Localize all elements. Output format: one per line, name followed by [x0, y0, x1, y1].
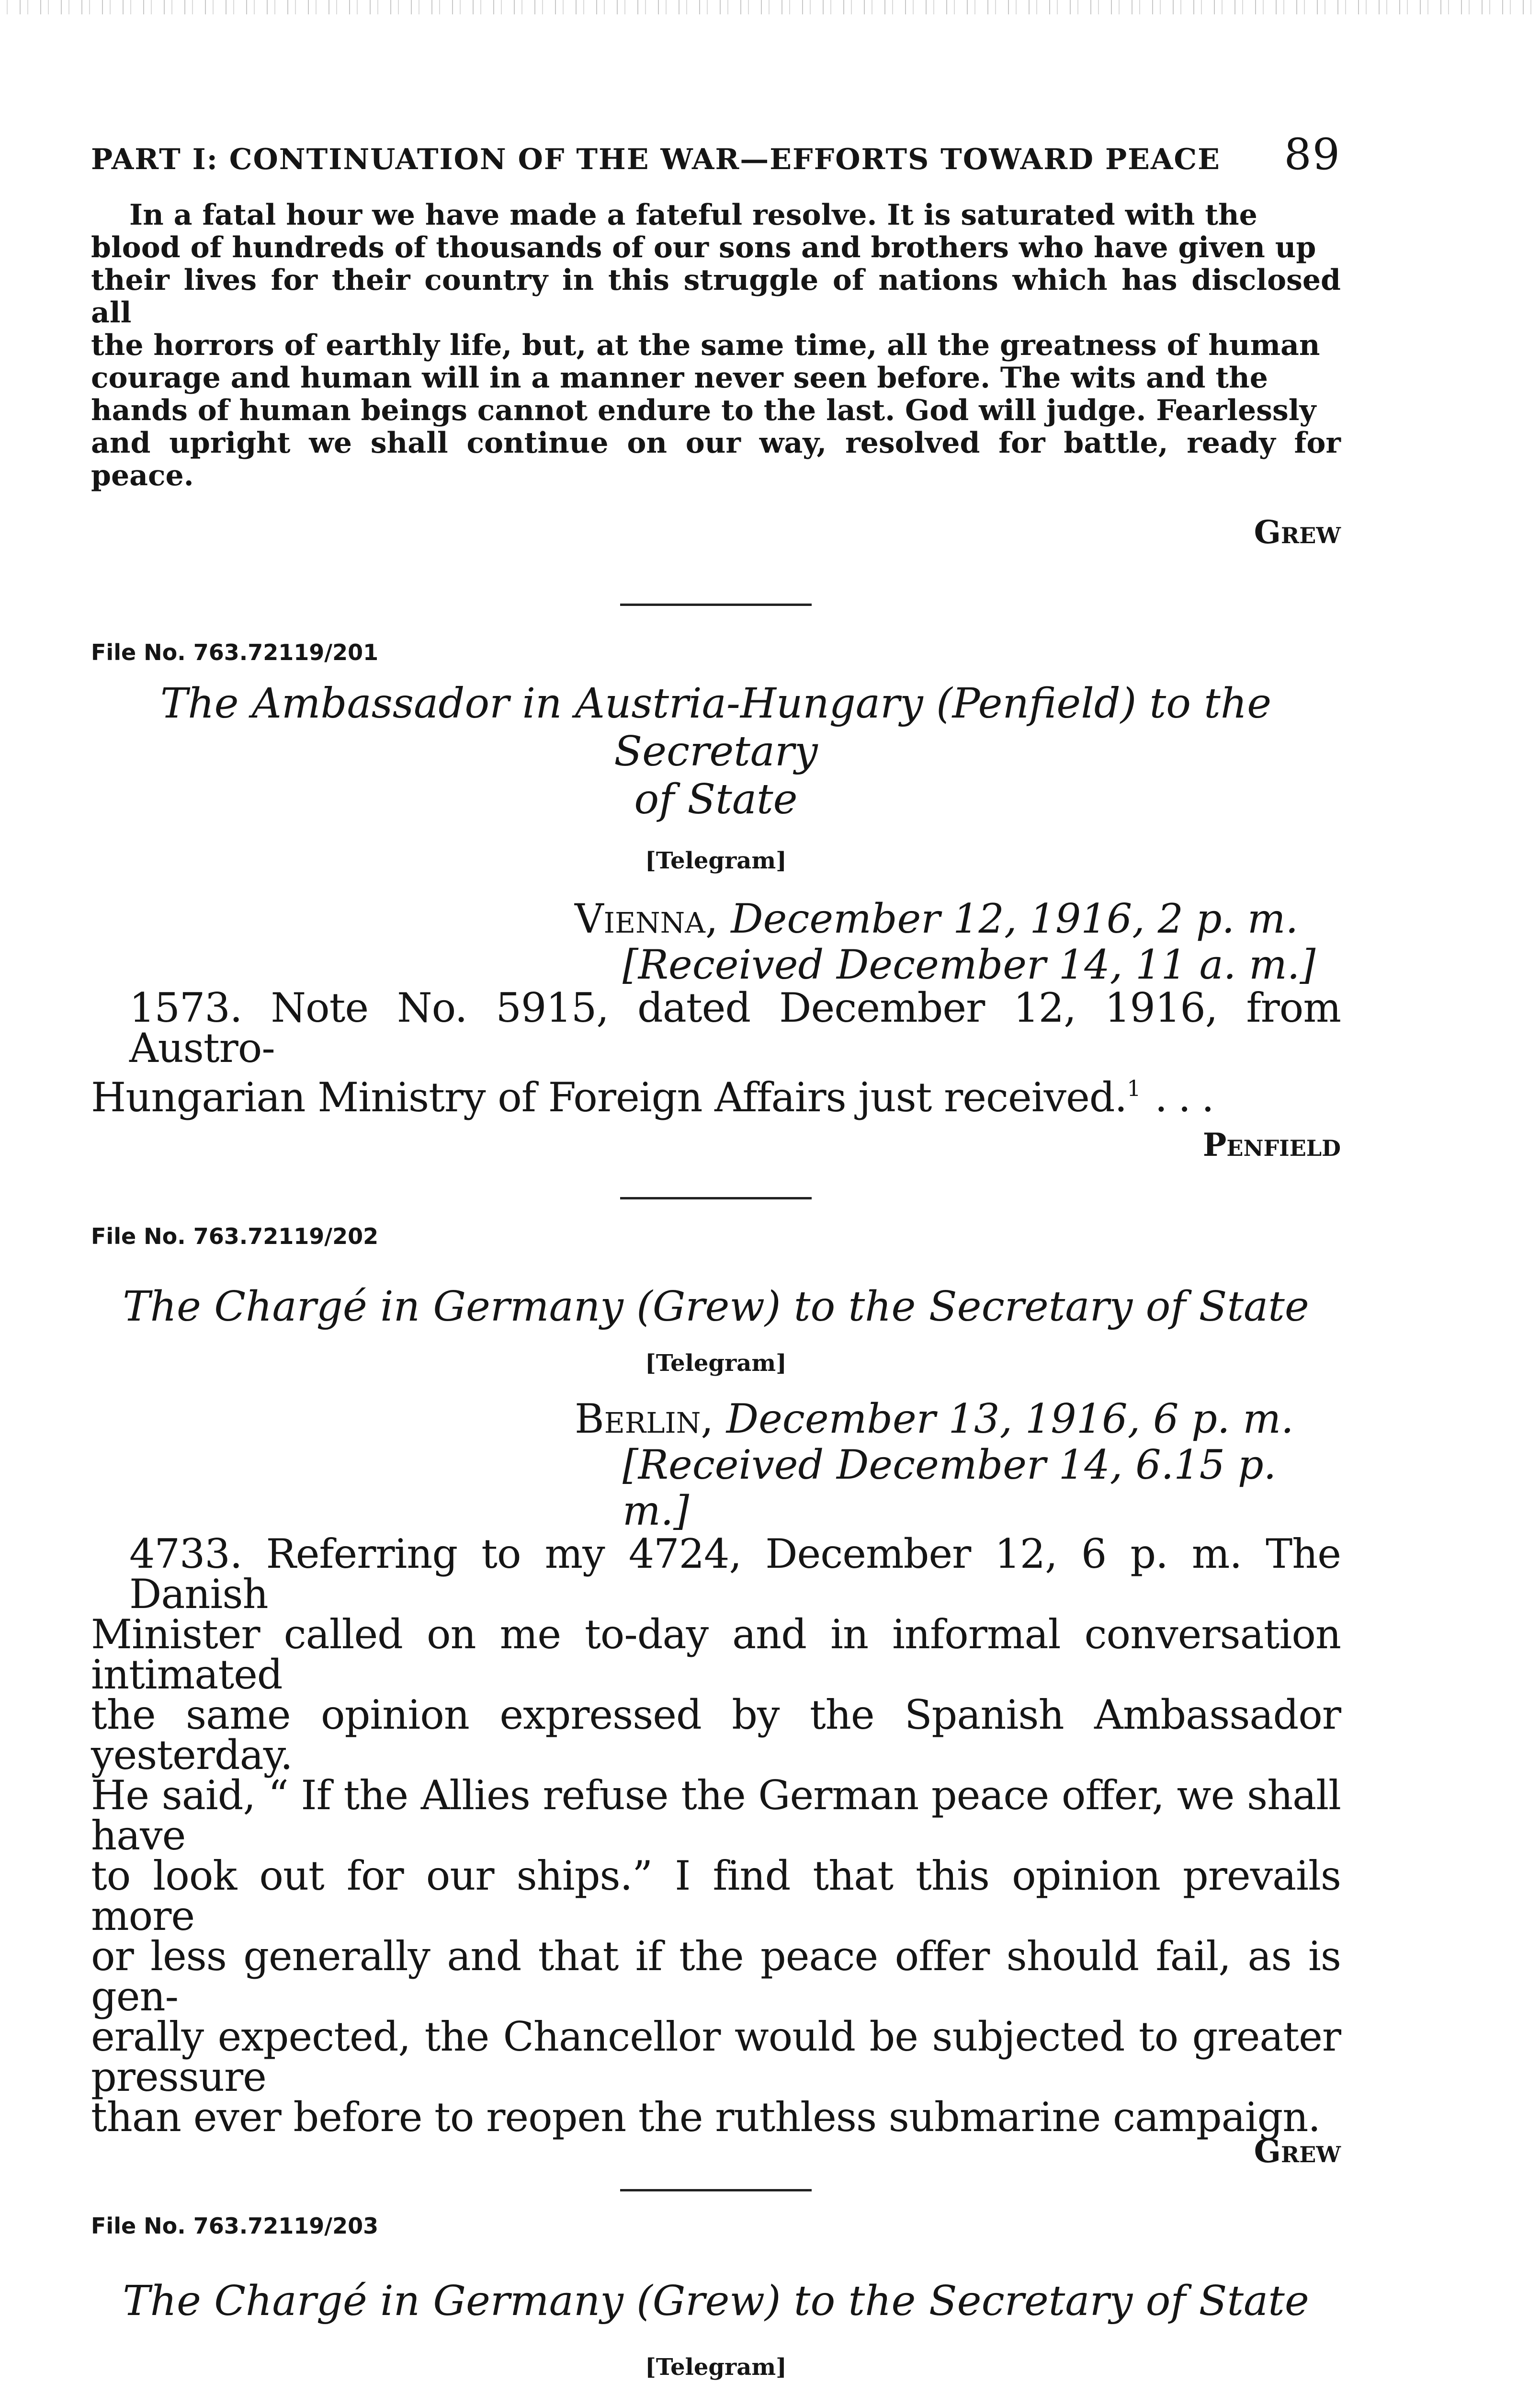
- text-line: than ever before to reopen the ruthless submarine campaign.: [91, 2094, 1321, 2141]
- page-number: 89: [1284, 129, 1341, 180]
- text-line: and upright we shall continue on our way, resolved for battle, ready for peace.: [91, 426, 1341, 492]
- text-line-content: Hungarian Ministry of Foreign Affairs just received.: [91, 1074, 1127, 1121]
- dateline-date: December 13, 1916, 6 p. m.: [713, 1395, 1294, 1442]
- received-line: [Received December 14, 6.15 p. m.]: [623, 1441, 1277, 1534]
- text-line: He said, “ If the Allies refuse the German peace offer, we shall have: [91, 1772, 1341, 1859]
- signature: Penfield: [1202, 1126, 1341, 1163]
- text-line: courage and human will in a manner never seen before. The wits and the: [91, 361, 1268, 395]
- text-line: or less generally and that if the peace offer should fail, as is gen-: [91, 1933, 1341, 2020]
- received-line: [Received December 14, 11 a. m.]: [623, 941, 1316, 988]
- text-line: the same opinion expressed by the Spanish Ambassador yesterday.: [91, 1691, 1341, 1779]
- file-number: File No. 763.72119/203: [91, 2213, 379, 2239]
- title-line: The Ambassador in Austria-Hungary (Penfield) to the Secretary: [160, 680, 1272, 776]
- text-line: blood of hundreds of thousands of our sons and brothers who have given up: [91, 231, 1316, 264]
- dateline-place: Vienna,: [575, 895, 718, 942]
- document-title: The Chargé in Germany (Grew) to the Secretary of State: [123, 2277, 1309, 2325]
- telegram-label: [Telegram]: [645, 847, 787, 874]
- file-number: File No. 763.72119/202: [91, 1223, 379, 1249]
- page: [91, 129, 1341, 2395]
- running-head: [91, 129, 1341, 180]
- telegram-label: [Telegram]: [645, 1350, 787, 1377]
- text-line: erally expected, the Chancellor would be subjected to greater pressure: [91, 2013, 1341, 2100]
- footnote-reference: 1: [1127, 1075, 1141, 1101]
- text-line: In a fatal hour we have made a fateful resolve. It is saturated with the: [129, 198, 1257, 232]
- running-head-title: PART I: CONTINUATION OF THE WAR—EFFORTS TOWARD PEACE: [91, 143, 1221, 176]
- continuation-text: [91, 199, 1341, 492]
- section-divider: [620, 1197, 812, 1199]
- ellipsis: ...: [1155, 1074, 1225, 1121]
- dateline-place: Berlin,: [575, 1395, 714, 1442]
- document-title: [91, 680, 1341, 823]
- title-line: of State: [634, 776, 798, 823]
- section-divider: [620, 2189, 812, 2191]
- dateline: [91, 1396, 1341, 1442]
- file-number: File No. 763.72119/201: [91, 639, 379, 665]
- text-line: to look out for our ships.” I find that this opinion prevails more: [91, 1852, 1341, 1939]
- document-title: The Chargé in Germany (Grew) to the Secretary of State: [123, 1283, 1309, 1331]
- signature: Grew: [1254, 2133, 1341, 2170]
- section-divider: [620, 604, 812, 606]
- text-line: 4733. Referring to my 4724, December 12, 6 p. m. The Danish: [129, 1530, 1341, 1618]
- text-line: Minister called on me to-day and in informal conversation intimated: [91, 1611, 1341, 1698]
- telegram-body: [91, 1530, 1341, 2141]
- text-line: the horrors of earthly life, but, at the same time, all the greatness of human: [91, 329, 1320, 362]
- dateline-date: December 12, 1916, 2 p. m.: [718, 895, 1299, 942]
- signature: Grew: [1254, 513, 1341, 551]
- telegram-body: [91, 984, 1341, 1121]
- text-line: their lives for their country in this struggle of nations which has disclosed all: [91, 263, 1341, 330]
- scan-noise: [0, 0, 1540, 14]
- text-line: 1573. Note No. 5915, dated December 12, 1916, from Austro-: [129, 984, 1341, 1072]
- dateline: [91, 896, 1341, 942]
- telegram-label: [Telegram]: [645, 2354, 787, 2381]
- text-line: hands of human beings cannot endure to the last. God will judge. Fearlessly: [91, 394, 1316, 427]
- text-line: [91, 1068, 1341, 1121]
